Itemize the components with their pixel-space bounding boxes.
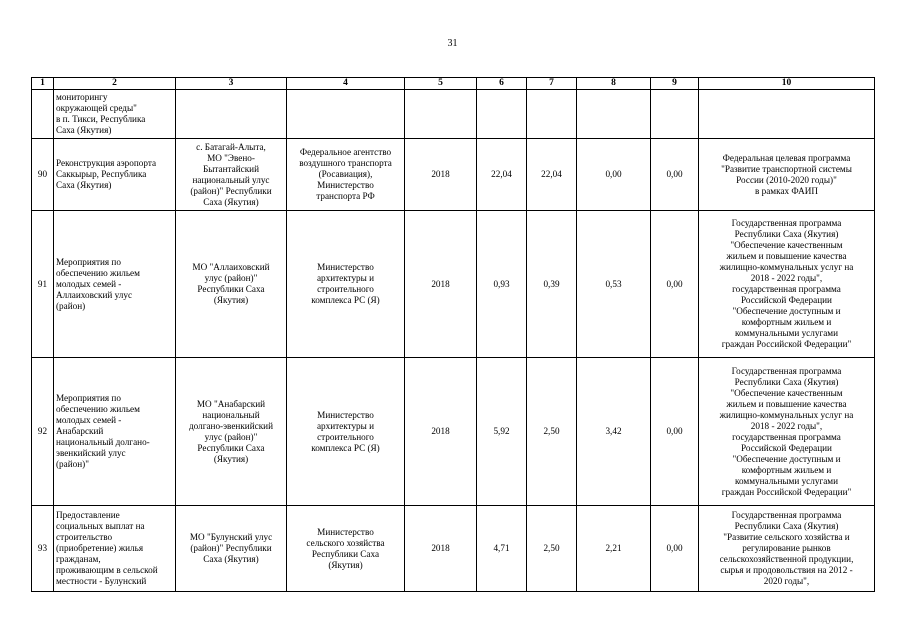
row-number-cell: 92 <box>32 358 54 506</box>
column-header: 7 <box>527 78 577 90</box>
executor-cell: Министерство архитектуры и строительного комплекса РС (Я) <box>287 211 405 358</box>
column-header: 2 <box>54 78 176 90</box>
program-cell <box>699 90 875 139</box>
other-sources-cell: 0,00 <box>651 139 699 211</box>
executor-cell: Министерство сельского хозяйства Республики Саха (Якутия) <box>287 506 405 592</box>
total-cell: 0,93 <box>477 211 527 358</box>
federal-budget-cell: 2,50 <box>527 506 577 592</box>
measure-name-cell: Реконструкция аэропорта Саккырыр, Республика Саха (Якутия) <box>54 139 176 211</box>
other-sources-cell: 0,00 <box>651 506 699 592</box>
page-number: 31 <box>447 38 458 49</box>
regional-budget-cell: 3,42 <box>577 358 651 506</box>
column-header: 9 <box>651 78 699 90</box>
executor-cell: Федеральное агентство воздушного транспорта (Росавиация), Министерство транспорта РФ <box>287 139 405 211</box>
federal-budget-cell: 0,39 <box>527 211 577 358</box>
year-cell <box>405 90 477 139</box>
location-cell: МО "Анабарский национальный долгано-эвенкийский улус (район)" Республики Саха (Якутия) <box>176 358 287 506</box>
year-cell: 2018 <box>405 358 477 506</box>
measure-name-cell: Мероприятия по обеспечению жильем молодых семей - Анабарский национальный долгано- эвенкийский улус (район)" <box>54 358 176 506</box>
column-header: 4 <box>287 78 405 90</box>
federal-budget-cell: 2,50 <box>527 358 577 506</box>
total-cell: 5,92 <box>477 358 527 506</box>
column-header: 10 <box>699 78 875 90</box>
column-header: 8 <box>577 78 651 90</box>
table-row <box>32 358 875 506</box>
executor-cell <box>287 90 405 139</box>
location-cell: с. Батагай-Алыта, МО "Эвено- Бытантайский национальный улус (район)" Республики Саха (Якутия) <box>176 139 287 211</box>
location-cell: МО "Булунский улус (район)" Республики Саха (Якутия) <box>176 506 287 592</box>
location-cell <box>176 90 287 139</box>
table-row <box>32 211 875 358</box>
total-cell <box>477 90 527 139</box>
program-cell: Государственная программа Республики Саха (Якутия) "Развитие сельского хозяйства и регулирование рынков сельскохозяйственной продукции, сырья и продовольствия на 2012 - 2020 годы", <box>699 506 875 592</box>
other-sources-cell <box>651 90 699 139</box>
year-cell: 2018 <box>405 506 477 592</box>
federal-budget-cell: 22,04 <box>527 139 577 211</box>
regional-budget-cell: 0,00 <box>577 139 651 211</box>
program-cell: Федеральная целевая программа "Развитие транспортной системы России (2010-2020 годы)" в рамках ФАИП <box>699 139 875 211</box>
total-cell: 22,04 <box>477 139 527 211</box>
row-number-cell: 93 <box>32 506 54 592</box>
table-header-row <box>32 78 875 90</box>
location-cell: МО "Аллаиховский улус (район)" Республики Саха (Якутия) <box>176 211 287 358</box>
measure-name-cell: Мероприятия по обеспечению жильем молодых семей - Аллаиховский улус (район) <box>54 211 176 358</box>
row-number-cell <box>32 90 54 139</box>
measure-name-cell: Предоставление социальных выплат на строительство (приобретение) жилья гражданам, проживающим в сельской местности - Булунский <box>54 506 176 592</box>
column-header: 5 <box>405 78 477 90</box>
executor-cell: Министерство архитектуры и строительного комплекса РС (Я) <box>287 358 405 506</box>
document-table <box>31 77 875 592</box>
other-sources-cell: 0,00 <box>651 211 699 358</box>
table-row <box>32 90 875 139</box>
measure-name-cell: мониторингу окружающей среды" в п. Тикси, Республика Саха (Якутия) <box>54 90 176 139</box>
regional-budget-cell <box>577 90 651 139</box>
column-header: 1 <box>32 78 54 90</box>
year-cell: 2018 <box>405 211 477 358</box>
table-row <box>32 139 875 211</box>
row-number-cell: 91 <box>32 211 54 358</box>
regional-budget-cell: 0,53 <box>577 211 651 358</box>
row-number-cell: 90 <box>32 139 54 211</box>
program-cell: Государственная программа Республики Саха (Якутия) "Обеспечение качественным жильем и повышение качества жилищно-коммунальных услуг на 2018 - 2022 годы", государственная программа Российской Федерации "Обеспечение доступным и комфортным жильем и коммунальными услугами граждан Российской Федерации" <box>699 358 875 506</box>
regional-budget-cell: 2,21 <box>577 506 651 592</box>
year-cell: 2018 <box>405 139 477 211</box>
table-row <box>32 506 875 592</box>
federal-budget-cell <box>527 90 577 139</box>
column-header: 6 <box>477 78 527 90</box>
total-cell: 4,71 <box>477 506 527 592</box>
program-cell: Государственная программа Республики Саха (Якутия) "Обеспечение качественным жильем и повышение качества жилищно-коммунальных услуг на 2018 - 2022 годы", государственная программа Российской Федерации "Обеспечение доступным и комфортным жильем и коммунальными услугами граждан Российской Федерации" <box>699 211 875 358</box>
column-header: 3 <box>176 78 287 90</box>
other-sources-cell: 0,00 <box>651 358 699 506</box>
